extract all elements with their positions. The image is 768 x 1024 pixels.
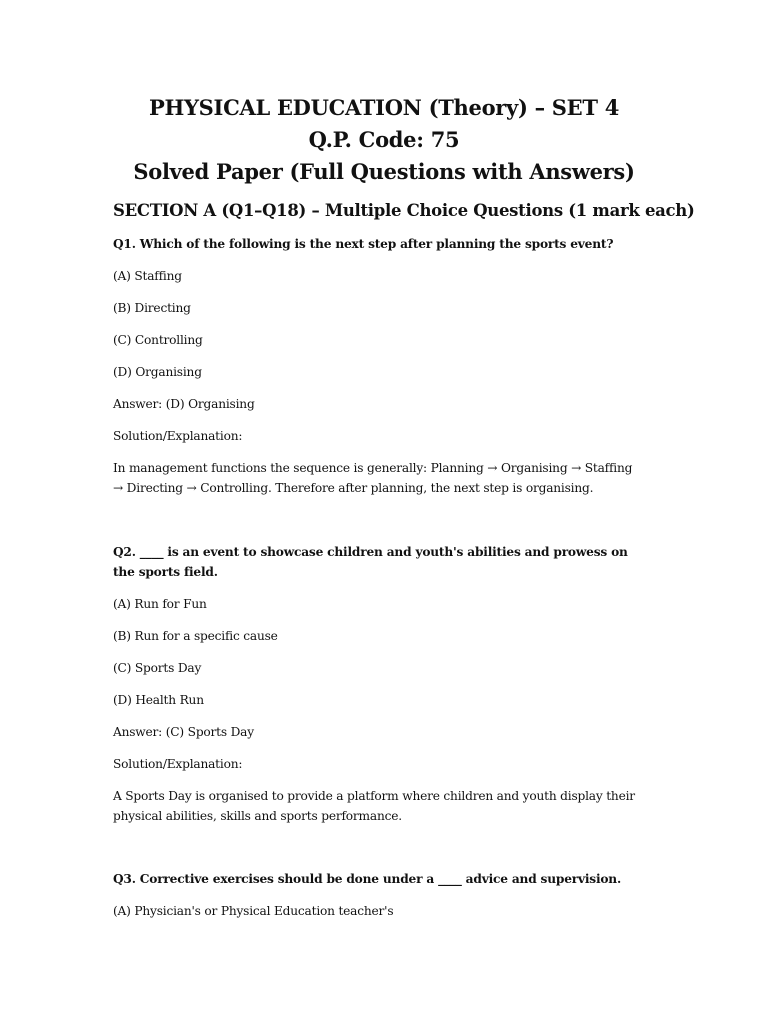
question-2-solution-label: Solution/Explanation: [113, 757, 243, 771]
question-2: Q2. ____ is an event to showcase children and youth's abilities and prowess on the sports field. [113, 545, 628, 579]
title-line-code: Q.P. Code: 75 [308, 127, 460, 152]
question-1-option-a: (A) Staffing [113, 269, 182, 283]
question-3: Q3. Corrective exercises should be done under a ____ advice and supervision. [113, 872, 622, 886]
question-2-option-d: (D) Health Run [113, 693, 204, 707]
question-3-option-a: (A) Physician's or Physical Education teacher's [113, 904, 394, 918]
question-2-option-a: (A) Run for Fun [113, 597, 207, 611]
question-1-solution-label: Solution/Explanation: [113, 429, 243, 443]
question-1-option-d: (D) Organising [113, 365, 202, 379]
question-2-solution-text: A Sports Day is organised to provide a platform where children and youth display their physical abilities, skills and sports performance. [113, 789, 635, 823]
question-2-option-b: (B) Run for a specific cause [113, 629, 278, 643]
question-2-option-c: (C) Sports Day [113, 661, 202, 675]
document-title [0, 92, 768, 188]
section-heading: SECTION A (Q1–Q18) – Multiple Choice Questions (1 mark each) [113, 201, 695, 220]
question-1-answer: Answer: (D) Organising [113, 397, 255, 411]
question-1-option-b: (B) Directing [113, 301, 191, 315]
title-line-description: Solved Paper (Full Questions with Answers) [133, 159, 635, 184]
question-2-answer: Answer: (C) Sports Day [113, 725, 254, 739]
question-1-solution-text: In management functions the sequence is generally: Planning → Organising → Staffing → Directing → Controlling. Therefore after planning, the next step is organising. [113, 461, 633, 495]
title-line-subject: PHYSICAL EDUCATION (Theory) – SET 4 [148, 95, 620, 120]
question-1-option-c: (C) Controlling [113, 333, 203, 347]
question-1: Q1. Which of the following is the next step after planning the sports event? [113, 237, 614, 251]
